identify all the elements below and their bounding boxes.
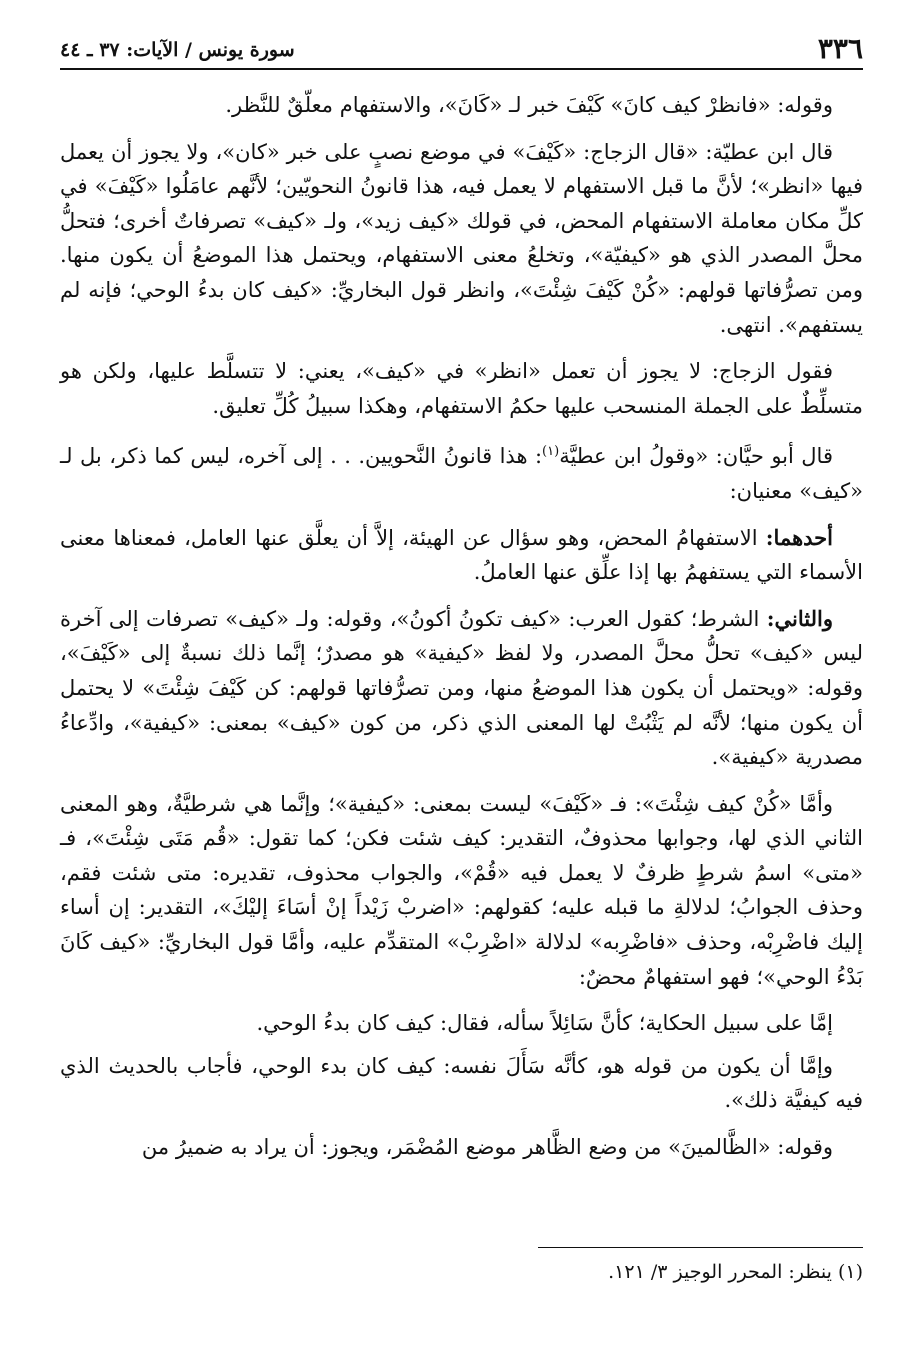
paragraph-lead: أحدهما: xyxy=(765,524,834,550)
paragraph-text: الاستفهامُ المحض، وهو سؤال عن الهيئة، إلاَّ أن يعلَّق عنها العامل، فمعناها معنى الأسماء التي يستفهمُ بها إذا علِّق عنها العاملُ. xyxy=(60,525,863,585)
paragraph-text: قال ابن عطيّة: «قال الزجاج: «كَيْفَ» في موضع نصبٍ على خبر «كان»، ولا يجوز أن يعمل فيها «انظر»؛ لأنَّ ما قبل الاستفهام لا يعمل فيه، هذا قانونُ النحويّين؛ لأنَّهم عامَلُوا «كَيْفَ» في كلِّ مكان معاملة الاستفهام المحض، في قولك «كيف زيد»، ولـ «كيف» تصرفاتٌ أخرى؛ فتحلُّ محلَّ المصدر الذي هو «كيفيّة»، وتخلعُ معنى الاستفهام، ويحتمل هذا الموضعُ أن يكون منها. ومن تصرُّفاتها قولهم: «كُنْ كَيْفَ شِئْتَ»، وانظر قول البخاريِّ: «كيف كان بدءُ الوحي؛ فإنه لم يستفهم». انتهى. xyxy=(60,139,863,337)
paragraph xyxy=(60,1049,863,1118)
paragraph-text: وقوله: «فانظرْ كيف كانَ» كَيْفَ خبر لـ «كَانَ»، والاستفهام معلّقٌ للنَّظر. xyxy=(225,93,833,117)
paragraph xyxy=(60,1130,863,1165)
paragraph xyxy=(60,521,863,590)
paragraph-text: : هذا قانونُ النَّحويين. . . إلى آخره، ليس كما ذكر، بل لـ «كيف» معنيان: xyxy=(60,444,863,503)
footnote-marker[interactable]: (١) xyxy=(542,444,560,460)
paragraph-text: وقوله: «الظَّالمينَ» من وضع الظَّاهر موضع المُضْمَر، ويجوز: أن يراد به ضميرُ من xyxy=(141,1135,833,1160)
main-text xyxy=(60,88,863,1177)
running-title: سورة يونس / الآيات: ٣٧ ـ ٤٤ xyxy=(60,39,295,61)
paragraph xyxy=(60,88,863,123)
paragraph-text: وإمَّا أن يكون من قوله هو، كأنَّه سَأَلَ نفسه: كيف كان بدء الوحي، فأجاب بالحديث الذي فيه كيفيَّة ذلك». xyxy=(60,1053,863,1113)
footnote-divider xyxy=(538,1247,863,1248)
paragraph xyxy=(60,354,863,423)
paragraph xyxy=(60,435,863,508)
paragraph xyxy=(60,602,863,775)
paragraph-lead: والثاني: xyxy=(766,605,833,631)
paragraph-text: فقول الزجاج: لا يجوز أن تعمل «انظر» في «كيف»، يعني: لا تتسلَّط عليها، ولكن هو متسلِّطٌ على الجملة المنسحب عليها حكمُ الاستفهام، وهكذا سبيلُ كُلِّ تعليق. xyxy=(60,359,863,418)
paragraph-text: وأمَّا «كُنْ كيف شِئْتَ»: فـ «كَيْفَ» ليست بمعنى: «كيفية»؛ وإنَّما هي شرطيَّةٌ، وهو المعنى الثاني الذي لها، وجوابها محذوفٌ، التقدير: كيف شئت فكن؛ كما تقول: «قُم مَتَى شِئْتَ»، فـ «متى» اسمُ شرطٍ ظرفٌ لا يعمل فيه «قُمْ»، والجواب محذوف، تقديره: متى شئت فقم، وحذف الجوابُ؛ لدلالةِ ما قبله عليه؛ كقولهم: «اضربْ زَيْداً إنْ أسَاءَ إليْكَ»، التقدير: إن أساء إليك فاضْرِبْه، وحذف «فاضْرِبه» لدلالة «اضْرِبْ» المتقدِّم عليه، وأمَّا قول البخاريِّ: «كيف كَانَ بَدْءُ الوحي»؛ فهو استفهامٌ محضٌ: xyxy=(60,791,863,989)
paragraph xyxy=(60,1006,863,1041)
paragraph-text: قال أبو حيَّان: «وقولُ ابن عطيَّة xyxy=(559,444,833,469)
paragraph-text: إمَّا على سبيل الحكاية؛ كأنَّ سَائِلاً سأله، فقال: كيف كان بدءُ الوحي. xyxy=(256,1011,833,1036)
page-header xyxy=(60,28,863,70)
footnote: (١) ينظر: المحرر الوجيز ٣/ ١٢١. xyxy=(608,1261,863,1283)
page-number: ٣٣٦ xyxy=(817,32,863,65)
paragraph xyxy=(60,135,863,343)
paragraph xyxy=(60,787,863,995)
paragraph-text: الشرط؛ كقول العرب: «كيف تكونُ أكونُ»، وقوله: ولـ «كيف» تصرفات إلى آخرة ليس «كيف» تحلُّ محلَّ المصدر، ولا لفظ «كيفية» هو مصدرٌ؛ إنَّما ذلك نسبةٌ إلى «كَيْفَ»، وقوله: «ويحتمل أن يكون هذا الموضعُ منها، ومن تصرُّفاتها قولهم: كن كَيْفَ شِئْتَ» لا يحتمل أن يكون منها؛ لأنَّه لم يَثْبُتْ لها المعنى الذي ذكر، من كون «كيف» بمعنى: «كيفية»، وادِّعاءُ مصدرية «كيفية». xyxy=(60,606,863,770)
